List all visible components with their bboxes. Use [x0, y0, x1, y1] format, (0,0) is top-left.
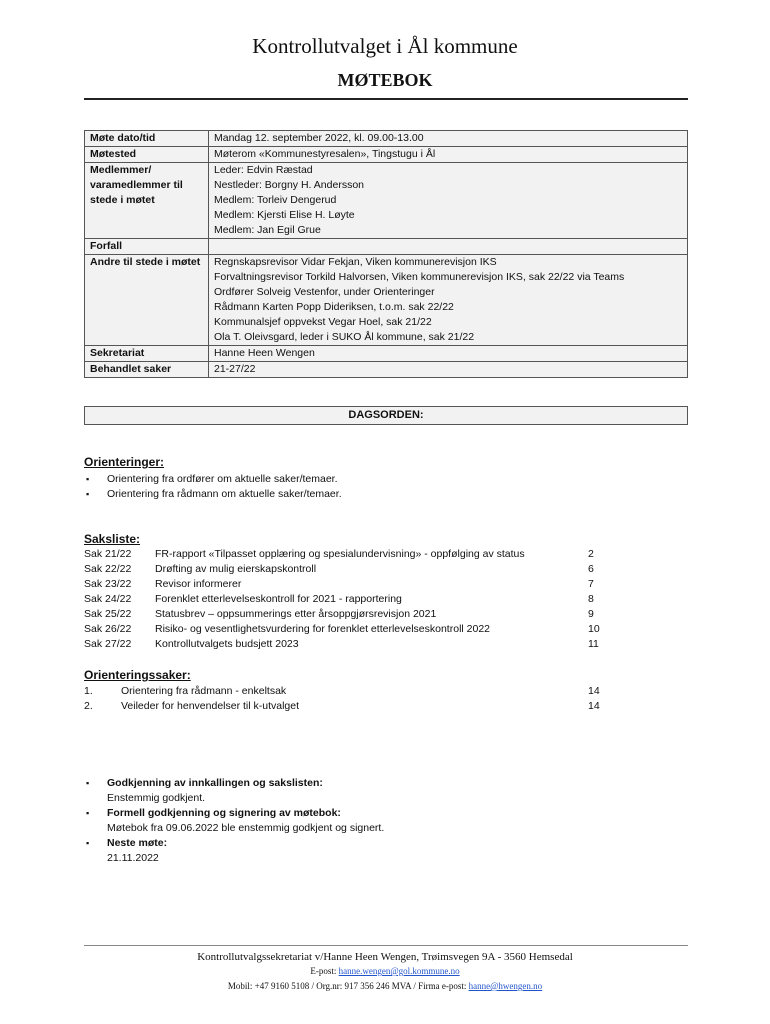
sak-number: Sak 25/22: [84, 608, 132, 620]
footer-contact-line: [0, 981, 770, 991]
meeting-info-row: [85, 346, 688, 362]
sak-number: Sak 27/22: [84, 638, 132, 650]
meeting-info-line: Hanne Heen Wengen: [214, 347, 315, 359]
meeting-info-line: Kommunalsjef oppvekst Vegar Hoel, sak 21/22: [214, 316, 432, 328]
square-bullet-icon: ▪: [86, 489, 90, 499]
meeting-info-line: Ola T. Oleivsgard, leder i SUKO Ål kommune, sak 21/22: [214, 331, 475, 343]
decision-label: Godkjenning av innkallingen og sakslisten:: [107, 777, 323, 789]
sak-page: 2: [588, 548, 594, 560]
document-subtitle: MØTEBOK: [337, 70, 433, 90]
meeting-info-value: [209, 163, 688, 239]
orienteringssak-number: 1.: [84, 685, 93, 697]
sak-number: Sak 26/22: [84, 623, 132, 635]
footer-divider: [84, 945, 688, 946]
meeting-info-row: [85, 239, 688, 255]
meeting-info-line: [214, 239, 682, 254]
meeting-info-line: Medlem: Jan Egil Grue: [214, 224, 321, 236]
sak-title: Revisor informerer: [155, 578, 242, 590]
meeting-info-line: 21-27/22: [214, 363, 256, 375]
sak-page: 10: [588, 623, 600, 635]
meeting-info-line: Leder: Edvin Ræstad: [214, 164, 313, 176]
meeting-info-key: Sekretariat: [85, 346, 209, 362]
sak-title: Forenklet etterlevelseskontroll for 2021 - rapportering: [155, 593, 402, 605]
meeting-info-table: [84, 130, 688, 378]
meeting-info-line: Ordfører Solveig Vestenfor, under Orienteringer: [214, 286, 435, 298]
orienteringer-heading: Orienteringer:: [84, 455, 165, 469]
meeting-info-line: Medlem: Kjersti Elise H. Løyte: [214, 209, 355, 221]
meeting-info-line: Rådmann Karten Popp Dideriksen, t.o.m. sak 22/22: [214, 301, 454, 313]
square-bullet-icon: ▪: [86, 808, 90, 818]
orientering-item: Orientering fra rådmann om aktuelle saker/temaer.: [107, 488, 342, 500]
decision-text: Møtebok fra 09.06.2022 ble enstemmig godkjent og signert.: [107, 822, 385, 834]
meeting-info-value: [209, 255, 688, 346]
sak-page: 11: [588, 638, 599, 650]
orienteringssak-number: 2.: [84, 700, 93, 712]
decision-text: 21.11.2022: [107, 852, 159, 864]
meeting-info-value: [209, 239, 688, 255]
orienteringssak-title: Veileder for henvendelser til k-utvalget: [121, 700, 300, 712]
sak-page: 7: [588, 578, 594, 590]
meeting-info-value: [209, 147, 688, 163]
meeting-info-value: [209, 131, 688, 147]
decision-text: Enstemmig godkjent.: [107, 792, 206, 804]
orientering-item: Orientering fra ordfører om aktuelle saker/temaer.: [107, 473, 338, 485]
agenda-header: DAGSORDEN:: [84, 406, 688, 425]
meeting-info-line: Mandag 12. september 2022, kl. 09.00-13.00: [214, 132, 424, 144]
meeting-info-key: Møte dato/tid: [85, 131, 209, 147]
footer-email-label: E-post:: [310, 966, 337, 976]
sak-number: Sak 22/22: [84, 563, 132, 575]
square-bullet-icon: ▪: [86, 838, 90, 848]
meeting-info-key: Andre til stede i møtet: [85, 255, 209, 346]
sak-title: Risiko- og vesentlighetsvurdering for forenklet etterlevelseskontroll 2022: [155, 623, 491, 635]
sak-page: 9: [588, 608, 594, 620]
meeting-info-line: Møterom «Kommunestyresalen», Tingstugu i Ål: [214, 148, 436, 160]
orienteringssak-page: 14: [588, 700, 600, 712]
sak-number: Sak 24/22: [84, 593, 132, 605]
meeting-info-line: Medlem: Torleiv Dengerud: [214, 194, 337, 206]
sak-title: FR-rapport «Tilpasset opplæring og spesialundervisning» - oppfølging av status: [155, 548, 525, 560]
square-bullet-icon: ▪: [86, 474, 90, 484]
decision-label: Neste møte:: [107, 837, 168, 849]
sak-title: Statusbrev – oppsummerings etter årsoppgjørsrevisjon 2021: [155, 608, 437, 620]
decision-label: Formell godkjenning og signering av møtebok:: [107, 807, 341, 819]
sak-page: 8: [588, 593, 594, 605]
square-bullet-icon: ▪: [86, 778, 90, 788]
sak-number: Sak 23/22: [84, 578, 132, 590]
footer-firm-email-link[interactable]: hanne@hwengen.no: [468, 981, 543, 991]
meeting-info-row: [85, 255, 688, 346]
document-title: Kontrollutvalget i Ål kommune: [252, 34, 518, 58]
orienteringssak-title: Orientering fra rådmann - enkeltsak: [121, 685, 287, 697]
meeting-info-key: Møtested: [85, 147, 209, 163]
sak-title: Kontrollutvalgets budsjett 2023: [155, 638, 299, 650]
saksliste-heading: Saksliste:: [84, 532, 141, 546]
meeting-info-line: Forvaltningsrevisor Torkild Halvorsen, Viken kommunerevisjon IKS, sak 22/22 via Teams: [214, 271, 625, 283]
sak-number: Sak 21/22: [84, 548, 132, 560]
footer-email-link[interactable]: hanne.wengen@gol.kommune.no: [338, 966, 460, 976]
meeting-info-row: [85, 163, 688, 239]
meeting-info-key: Medlemmer/ varamedlemmer til stede i møtet: [85, 163, 209, 239]
meeting-info-line: Regnskapsrevisor Vidar Fekjan, Viken kommunerevisjon IKS: [214, 256, 497, 268]
footer-address: Kontrollutvalgssekretariat v/Hanne Heen Wengen, Trøimsvegen 9A - 3560 Hemsedal: [197, 951, 573, 963]
orienteringssaker-heading: Orienteringssaker:: [84, 668, 191, 682]
footer-contact-text: Mobil: +47 9160 5108 / Org.nr: 917 356 246 MVA / Firma e-post:: [227, 981, 467, 991]
meeting-info-value: [209, 346, 688, 362]
sak-title: Drøfting av mulig eierskapskontroll: [155, 563, 317, 575]
meeting-info-row: [85, 131, 688, 147]
footer-email-line: [0, 966, 770, 976]
meeting-info-line: Nestleder: Borgny H. Andersson: [214, 179, 364, 191]
orienteringssak-page: 14: [588, 685, 600, 697]
sak-page: 6: [588, 563, 594, 575]
meeting-info-key: Behandlet saker: [85, 362, 209, 378]
meeting-info-key: Forfall: [85, 239, 209, 255]
meeting-info-value: [209, 362, 688, 378]
meeting-info-row: [85, 147, 688, 163]
meeting-info-row: [85, 362, 688, 378]
header-divider: [84, 98, 688, 100]
